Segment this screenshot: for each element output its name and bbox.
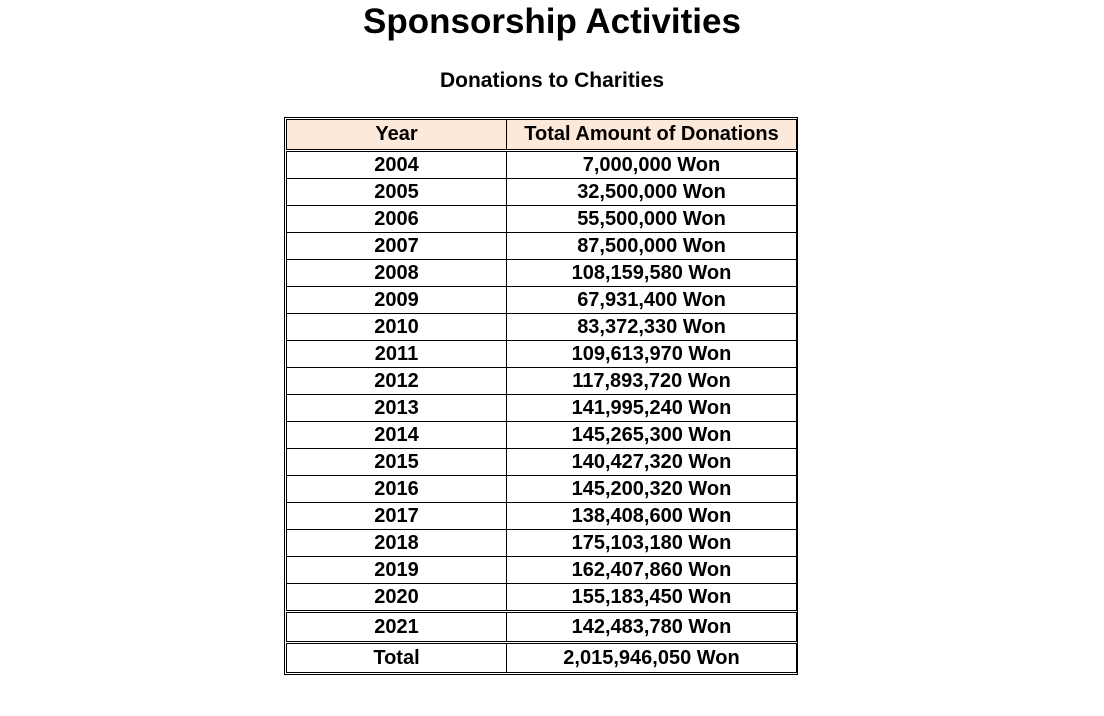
year-cell: 2010 — [287, 314, 507, 341]
table-row — [287, 368, 797, 395]
table-row — [287, 557, 797, 584]
column-header-amount: Total Amount of Donations — [507, 120, 797, 151]
amount-cell: 175,103,180 Won — [507, 530, 797, 557]
amount-cell: 32,500,000 Won — [507, 179, 797, 206]
table-row — [287, 179, 797, 206]
table-row — [287, 260, 797, 287]
year-cell: 2014 — [287, 422, 507, 449]
table-row — [287, 503, 797, 530]
year-cell: 2016 — [287, 476, 507, 503]
table-row — [287, 449, 797, 476]
year-cell: 2011 — [287, 341, 507, 368]
amount-cell: 145,265,300 Won — [507, 422, 797, 449]
year-cell: 2012 — [287, 368, 507, 395]
year-cell: 2013 — [287, 395, 507, 422]
amount-cell: 108,159,580 Won — [507, 260, 797, 287]
year-cell: 2009 — [287, 287, 507, 314]
amount-cell: 7,000,000 Won — [507, 151, 797, 179]
donations-table — [286, 119, 797, 673]
amount-cell: 83,372,330 Won — [507, 314, 797, 341]
amount-cell: 87,500,000 Won — [507, 233, 797, 260]
table-row — [287, 422, 797, 449]
year-cell: 2019 — [287, 557, 507, 584]
amount-cell: 145,200,320 Won — [507, 476, 797, 503]
year-cell: 2021 — [287, 612, 507, 643]
table-header-row — [287, 120, 797, 151]
table-row — [287, 584, 797, 612]
amount-cell: 117,893,720 Won — [507, 368, 797, 395]
year-cell: 2004 — [287, 151, 507, 179]
year-cell: 2006 — [287, 206, 507, 233]
table-row — [287, 395, 797, 422]
table-row — [287, 287, 797, 314]
year-cell: 2007 — [287, 233, 507, 260]
total-row — [287, 643, 797, 673]
section-title: Donations to Charities — [439, 69, 665, 92]
amount-cell: 67,931,400 Won — [507, 287, 797, 314]
year-cell: 2005 — [287, 179, 507, 206]
year-cell: 2020 — [287, 584, 507, 612]
table-row — [287, 476, 797, 503]
amount-cell: 140,427,320 Won — [507, 449, 797, 476]
total-amount: 2,015,946,050 Won — [507, 643, 797, 673]
year-cell: 2018 — [287, 530, 507, 557]
year-cell: 2017 — [287, 503, 507, 530]
year-cell: 2008 — [287, 260, 507, 287]
page-title: Sponsorship Activities — [363, 2, 741, 41]
table-row — [287, 233, 797, 260]
table-row — [287, 206, 797, 233]
column-header-year: Year — [287, 120, 507, 151]
amount-cell: 155,183,450 Won — [507, 584, 797, 612]
table-row — [287, 341, 797, 368]
donations-table-frame — [284, 117, 798, 675]
amount-cell: 109,613,970 Won — [507, 341, 797, 368]
table-row — [287, 530, 797, 557]
total-label: Total — [287, 643, 507, 673]
amount-cell: 138,408,600 Won — [507, 503, 797, 530]
table-row — [287, 612, 797, 643]
table-row — [287, 151, 797, 179]
amount-cell: 162,407,860 Won — [507, 557, 797, 584]
table-row — [287, 314, 797, 341]
amount-cell: 55,500,000 Won — [507, 206, 797, 233]
year-cell: 2015 — [287, 449, 507, 476]
amount-cell: 141,995,240 Won — [507, 395, 797, 422]
amount-cell: 142,483,780 Won — [507, 612, 797, 643]
